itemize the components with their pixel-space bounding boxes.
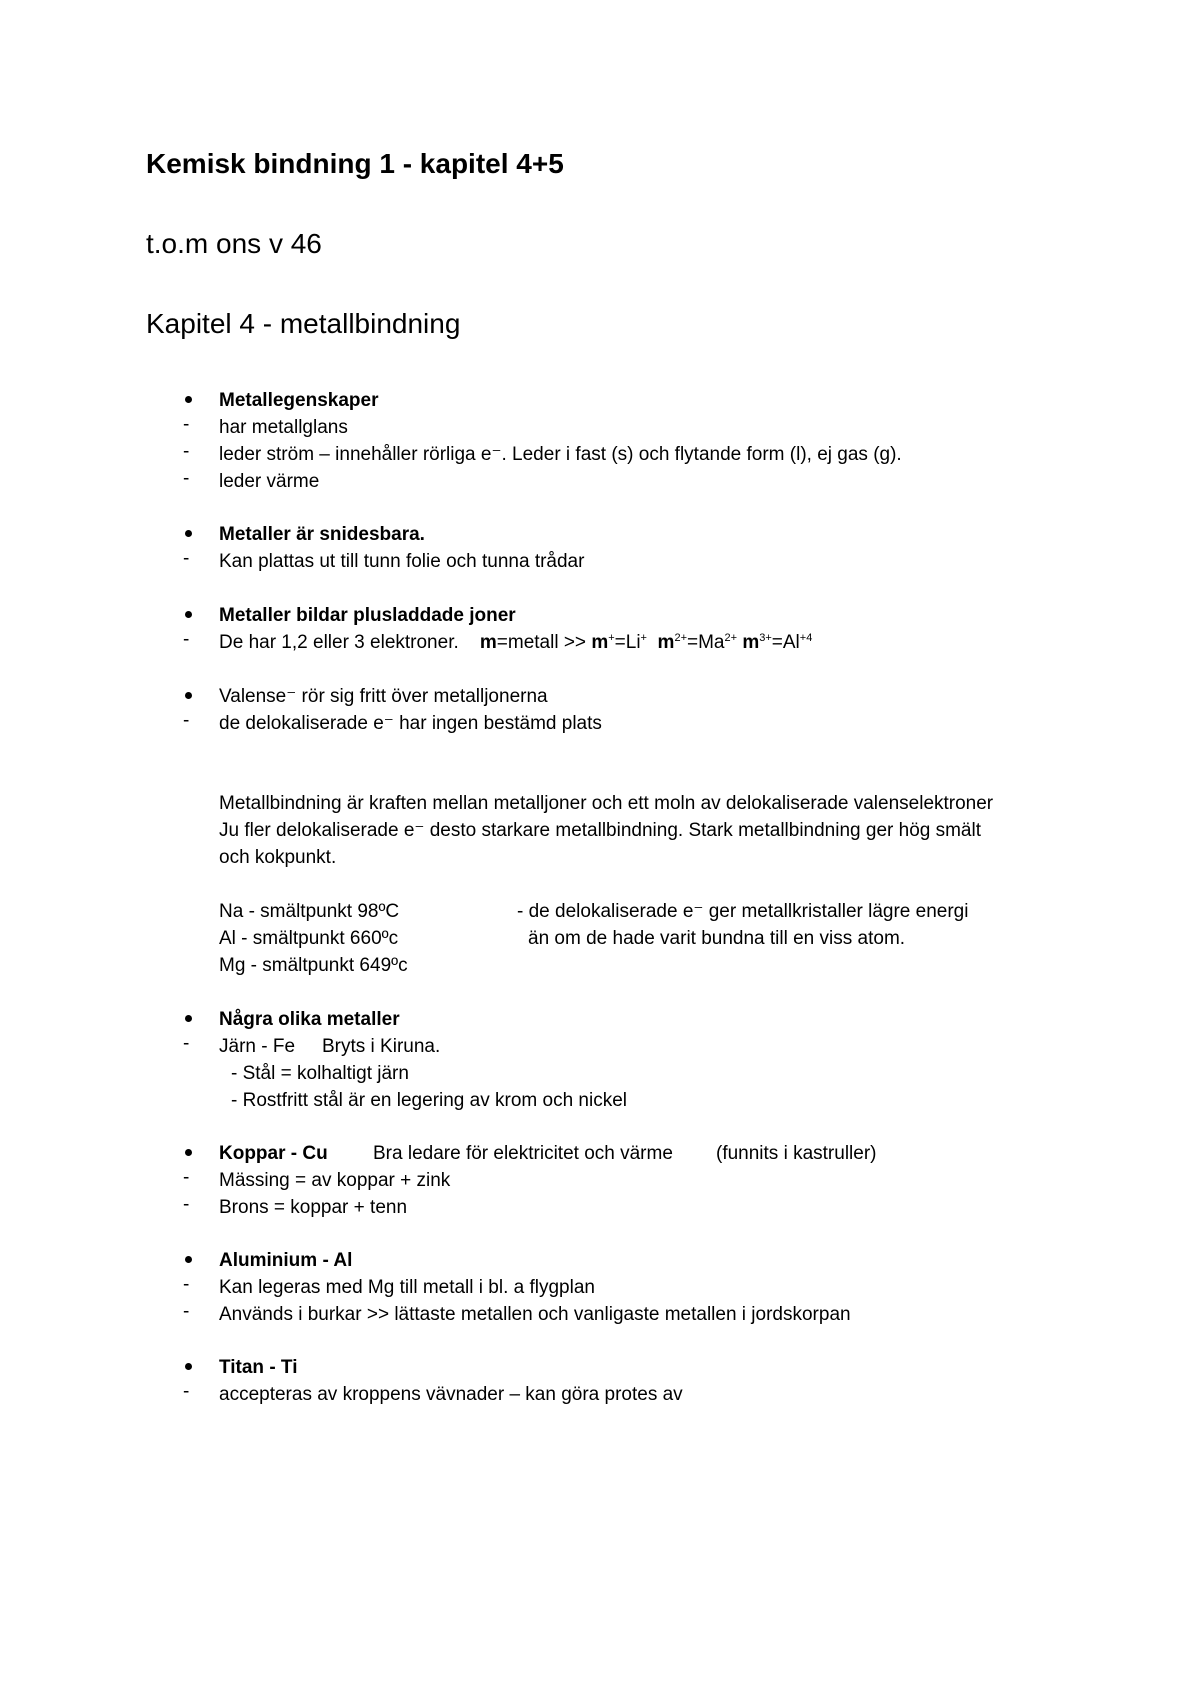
ion-charge: 2+	[674, 632, 687, 644]
section-heading: Några olika metaller	[219, 1009, 400, 1030]
page-subtitle: t.o.m ons v 46	[146, 228, 322, 259]
list-item: Används i burkar >> lättaste metallen och vanligaste metallen i jordskorpan	[219, 1304, 851, 1325]
bullet-icon	[185, 530, 192, 537]
ion-text: De har 1,2 eller 3 elektroner.	[219, 632, 459, 653]
list-item: de delokaliserade e⁻ har ingen bestämd plats	[219, 713, 602, 734]
list-item: leder ström – innehåller rörliga e⁻. Leder i fast (s) och flytande form (l), ej gas (g).	[219, 444, 902, 465]
page-title: Kemisk bindning 1 - kapitel 4+5	[146, 148, 564, 179]
ion-charge: +4	[799, 632, 813, 644]
list-item: Kan plattas ut till tunn folie och tunna trådar	[219, 551, 585, 572]
dash-marker: -	[183, 629, 190, 650]
list-item: Järn - Fe	[219, 1036, 296, 1057]
ion-charge: 3+	[759, 632, 772, 644]
dash-marker: -	[183, 1167, 190, 1188]
list-item: accepteras av kroppens vävnader – kan göra protes av	[219, 1384, 683, 1405]
bullet-icon	[185, 611, 192, 618]
dash-marker: -	[183, 548, 190, 569]
melting-point-al: Al - smältpunkt 660ºc	[219, 928, 399, 949]
paragraph-line: och kokpunkt.	[219, 847, 337, 868]
ion-symbol: m	[742, 632, 760, 653]
ion-text: =Al	[771, 632, 800, 653]
dash-marker: -	[183, 468, 190, 489]
dash-marker: -	[183, 710, 190, 731]
dash-marker: -	[183, 414, 190, 435]
melting-note: än om de hade varit bundna till en viss atom.	[528, 928, 906, 949]
ion-charge: +	[640, 632, 647, 644]
bullet-icon	[185, 692, 192, 699]
bullet-icon	[185, 396, 192, 403]
dash-marker: -	[183, 1194, 190, 1215]
sub-item: - Stål = kolhaltigt järn	[231, 1063, 409, 1084]
ion-charge: +	[608, 632, 615, 644]
ion-symbol: m	[591, 632, 609, 653]
dash-marker: -	[183, 1381, 190, 1402]
section-heading: Metallegenskaper	[219, 390, 379, 411]
bullet-icon	[185, 1256, 192, 1263]
paragraph-line: Metallbindning är kraften mellan metalljoner och ett moln av delokaliserade valenselektroner	[219, 793, 994, 814]
list-item: har metallglans	[219, 417, 348, 438]
section-description: Bra ledare för elektricitet och värme	[373, 1143, 673, 1164]
dash-marker: -	[183, 1301, 190, 1322]
ion-charge: 2+	[724, 632, 738, 644]
ion-symbol: m	[657, 632, 675, 653]
section-heading: Koppar - Cu	[219, 1143, 328, 1164]
section-note: (funnits i kastruller)	[716, 1143, 877, 1164]
list-item: Brons = koppar + tenn	[219, 1197, 408, 1218]
ion-symbol: m	[479, 632, 497, 653]
chapter-heading: Kapitel 4 - metallbindning	[146, 308, 461, 339]
paragraph-line: Ju fler delokaliserade e⁻ desto starkare metallbindning. Stark metallbindning ger hög smält	[219, 820, 981, 841]
sub-item: - Rostfritt stål är en legering av krom och nickel	[231, 1090, 627, 1111]
list-item-note: Bryts i Kiruna.	[322, 1036, 441, 1057]
list-item: leder värme	[219, 471, 320, 492]
bullet-icon	[185, 1149, 192, 1156]
ion-text: =metall >>	[496, 632, 592, 653]
section-heading: Metaller är snidesbara.	[219, 524, 425, 545]
dash-marker: -	[183, 1274, 190, 1295]
melting-note: - de delokaliserade e⁻ ger metallkristaller lägre energi	[517, 901, 969, 922]
ion-text: =Ma	[687, 632, 725, 653]
section-heading: Valense⁻ rör sig fritt över metalljonerna	[219, 686, 548, 707]
ion-text: =Li	[614, 632, 641, 653]
bullet-icon	[185, 1015, 192, 1022]
melting-point-na: Na - smältpunkt 98ºC	[219, 901, 400, 922]
section-heading: Metaller bildar plusladdade joner	[219, 605, 516, 626]
list-item	[219, 629, 812, 656]
dash-marker: -	[183, 1033, 190, 1054]
bullet-icon	[185, 1363, 192, 1370]
section-heading: Aluminium - Al	[219, 1250, 353, 1271]
list-item: Kan legeras med Mg till metall i bl. a flygplan	[219, 1277, 595, 1298]
section-heading: Titan - Ti	[219, 1357, 298, 1378]
list-item: Mässing = av koppar + zink	[219, 1170, 451, 1191]
melting-point-mg: Mg - smältpunkt 649ºc	[219, 955, 408, 976]
dash-marker: -	[183, 441, 190, 462]
